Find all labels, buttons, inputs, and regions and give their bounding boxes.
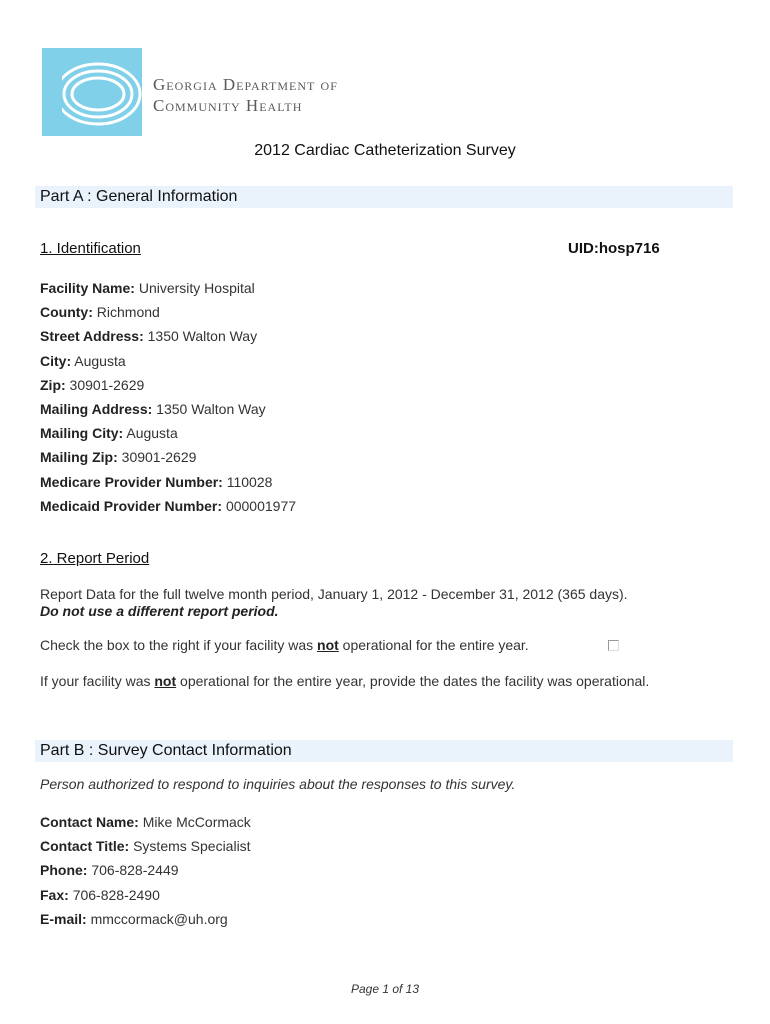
- field-value: mmccormack@uh.org: [90, 910, 228, 927]
- identification-fields: [40, 276, 296, 518]
- field-value: Augusta: [126, 425, 178, 442]
- field-value: 706-828-2490: [72, 886, 160, 903]
- field-value: University Hospital: [138, 280, 255, 296]
- field-label: Zip:: [40, 376, 66, 393]
- contact-fields: [40, 810, 251, 931]
- field-row: [40, 349, 296, 373]
- field-value: Mike McCormack: [142, 814, 251, 830]
- field-row: [40, 810, 251, 834]
- field-value: Richmond: [96, 304, 160, 321]
- report-period-warning: Do not use a different report period.: [40, 603, 279, 619]
- field-label: E-mail:: [40, 910, 87, 927]
- identification-heading: 1. Identification: [40, 240, 141, 257]
- field-label: City:: [40, 352, 72, 369]
- field-label: Contact Title:: [40, 838, 130, 855]
- part-a-header: Part A : General Information: [35, 186, 733, 208]
- not-emphasis: not: [317, 637, 339, 653]
- agency-name: [153, 74, 338, 116]
- field-row: [40, 445, 296, 469]
- not-emphasis: not: [154, 673, 177, 689]
- dch-logo-icon: [42, 48, 142, 136]
- page-number: Page 1 of 13: [350, 982, 420, 996]
- field-label: Medicare Provider Number:: [40, 473, 223, 490]
- field-value: Systems Specialist: [133, 838, 251, 855]
- field-value: Augusta: [74, 352, 126, 369]
- field-value: 1350 Walton Way: [156, 401, 266, 418]
- field-label: Contact Name:: [40, 814, 139, 830]
- field-row: [40, 397, 296, 421]
- field-label: Mailing Address:: [40, 401, 153, 418]
- field-value: 1350 Walton Way: [147, 328, 258, 345]
- field-label: Phone:: [40, 862, 88, 879]
- field-value: 110028: [226, 473, 273, 490]
- uid-label: UID:hosp716: [568, 240, 660, 257]
- field-row: [40, 858, 251, 882]
- logo-graphic: [42, 48, 142, 136]
- not-operational-checkbox[interactable]: [608, 640, 619, 651]
- field-row: [40, 494, 296, 518]
- field-label: Medicaid Provider Number:: [40, 497, 223, 514]
- field-label: Facility Name:: [40, 280, 135, 296]
- survey-title: 2012 Cardiac Catheterization Survey: [254, 142, 516, 159]
- dates-text-before: If your facility was: [40, 673, 155, 689]
- field-row: [40, 883, 251, 907]
- field-row: [40, 300, 296, 324]
- field-label: Mailing Zip:: [40, 449, 118, 466]
- field-value: 30901-2629: [121, 449, 197, 466]
- part-b-header: Part B : Survey Contact Information: [35, 740, 733, 762]
- report-period-info: Report Data for the full twelve month period, January 1, 2012 - December 31, 2012 (365 days).: [40, 586, 628, 602]
- field-value: 000001977: [225, 497, 297, 514]
- check-text-after: operational for the entire year.: [338, 637, 529, 653]
- field-row: [40, 907, 251, 931]
- field-label: Fax:: [40, 886, 69, 903]
- field-value: 706-828-2449: [91, 862, 179, 879]
- agency-name-line2: Community Health: [153, 96, 303, 115]
- report-period-heading: 2. Report Period: [40, 550, 150, 567]
- field-label: County:: [40, 304, 93, 321]
- field-value: 30901-2629: [69, 376, 145, 393]
- field-row: [40, 470, 296, 494]
- field-label: Mailing City:: [40, 425, 124, 442]
- field-row: [40, 373, 296, 397]
- agency-name-line1: Georgia Department of: [153, 75, 338, 94]
- contact-intro: Person authorized to respond to inquiries about the responses to this survey.: [40, 776, 516, 792]
- operational-dates-instruction: [40, 673, 649, 689]
- not-operational-question: [40, 637, 529, 653]
- field-row: [40, 421, 296, 445]
- dates-text-after: operational for the entire year, provide the dates the facility was operational.: [176, 673, 650, 689]
- field-row: [40, 834, 251, 858]
- check-text-before: Check the box to the right if your facility was: [40, 637, 318, 653]
- field-label: Street Address:: [40, 328, 144, 345]
- field-row: [40, 276, 296, 300]
- field-row: [40, 324, 296, 348]
